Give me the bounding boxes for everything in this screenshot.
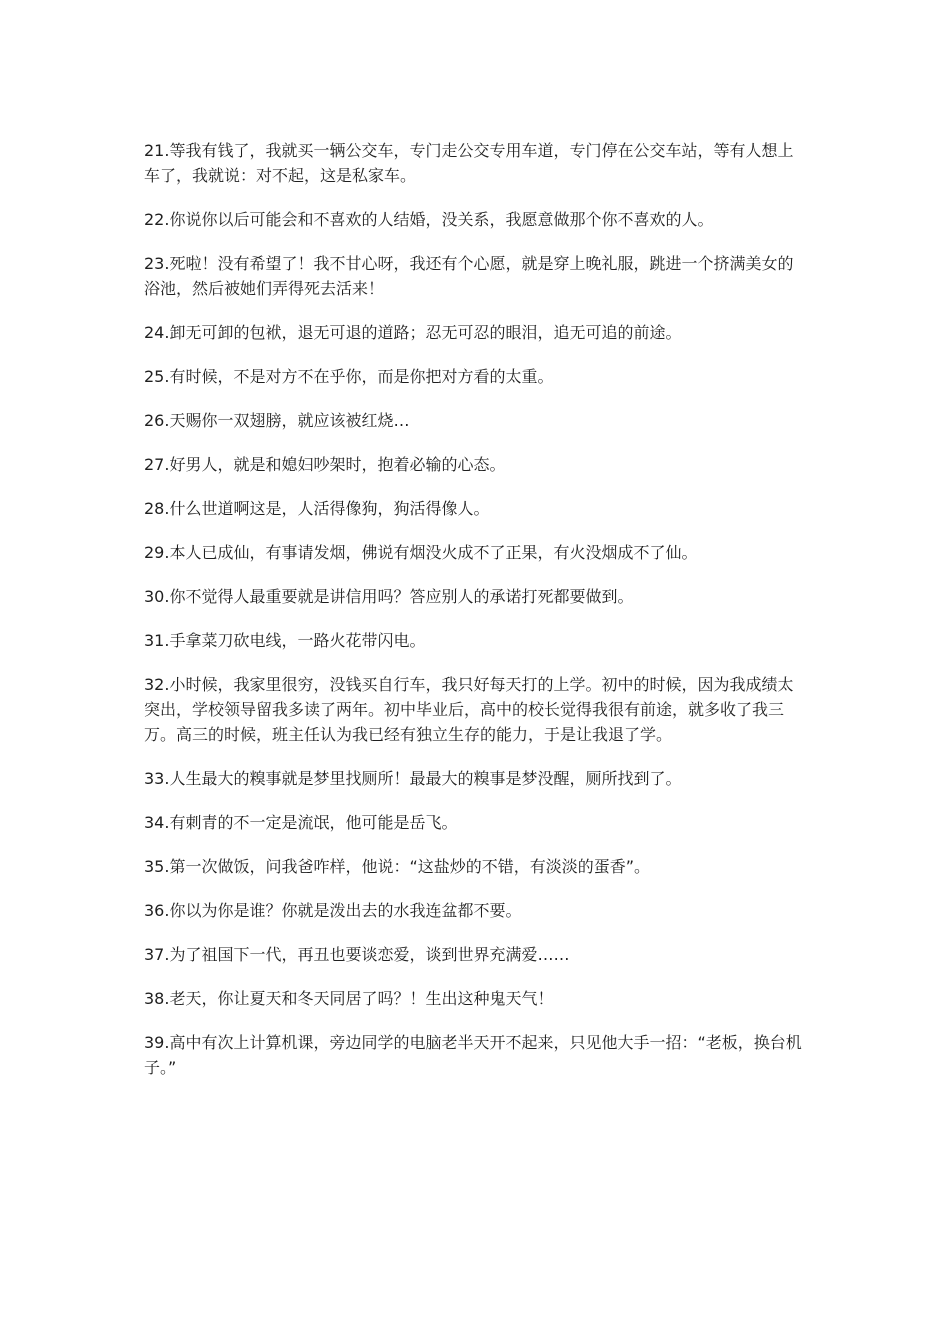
list-item: 36.你以为你是谁？你就是泼出去的水我连盆都不要。	[144, 901, 522, 920]
list-item: 35.第一次做饭，问我爸咋样，他说：“这盐炒的不错，有淡淡的蛋香”。	[144, 857, 651, 876]
list-item: 39.高中有次上计算机课，旁边同学的电脑老半天开不起来，只见他大手一招：“老板，换台机子。”	[144, 1033, 802, 1077]
list-item: 37.为了祖国下一代，再丑也要谈恋爱，谈到世界充满爱……	[144, 945, 570, 964]
list-item: 21.等我有钱了，我就买一辆公交车，专门走公交专用车道，专门停在公交车站，等有人想上车了，我就说：对不起，这是私家车。	[144, 141, 794, 185]
list-item: 26.天赐你一双翅膀，就应该被红烧…	[144, 411, 410, 430]
list-item: 32.小时候，我家里很穷，没钱买自行车，我只好每天打的上学。初中的时候，因为我成绩太突出，学校领导留我多读了两年。初中毕业后，高中的校长觉得我很有前途，就多收了我三万。高三的时候，班主任认为我已经有独立生存的能力，于是让我退了学。	[144, 675, 794, 744]
list-item: 30.你不觉得人最重要就是讲信用吗？答应别人的承诺打死都要做到。	[144, 587, 634, 606]
joke-list	[144, 138, 808, 1099]
list-item: 25.有时候，不是对方不在乎你，而是你把对方看的太重。	[144, 367, 554, 386]
list-item: 33.人生最大的糗事就是梦里找厕所！最最大的糗事是梦没醒，厕所找到了。	[144, 769, 682, 788]
list-item: 38.老天，你让夏天和冬天同居了吗？！生出这种鬼天气！	[144, 989, 554, 1008]
list-item: 24.卸无可卸的包袱，退无可退的道路；忍无可忍的眼泪，追无可追的前途。	[144, 323, 682, 342]
list-item: 31.手拿菜刀砍电线，一路火花带闪电。	[144, 631, 426, 650]
list-item: 29.本人已成仙，有事请发烟，佛说有烟没火成不了正果，有火没烟成不了仙。	[144, 543, 698, 562]
list-item: 22.你说你以后可能会和不喜欢的人结婚，没关系，我愿意做那个你不喜欢的人。	[144, 210, 714, 229]
list-item: 34.有刺青的不一定是流氓，他可能是岳飞。	[144, 813, 458, 832]
list-item: 27.好男人，就是和媳妇吵架时，抱着必输的心态。	[144, 455, 506, 474]
list-item: 23.死啦！没有希望了！我不甘心呀，我还有个心愿，就是穿上晚礼服，跳进一个挤满美女的浴池，然后被她们弄得死去活来！	[144, 254, 794, 298]
list-item: 28.什么世道啊这是，人活得像狗，狗活得像人。	[144, 499, 490, 518]
